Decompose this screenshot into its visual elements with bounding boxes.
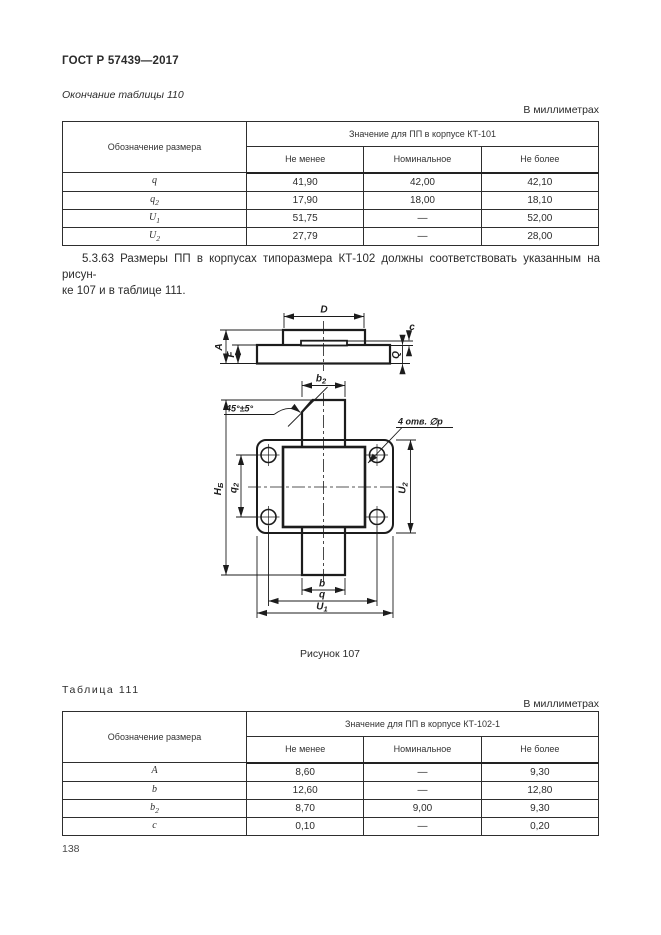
table-continuation-note: Окончание таблицы 110 bbox=[62, 89, 184, 101]
dim-A bbox=[214, 330, 226, 364]
table-header-row bbox=[63, 122, 599, 147]
table-header-row bbox=[63, 712, 599, 737]
paragraph-line: 5.3.63 Размеры ПП в корпусах типоразмера КТ-102 должны соответствовать указанным на рисун- bbox=[62, 253, 600, 281]
cell-min: 8,70 bbox=[247, 799, 364, 817]
table-row bbox=[63, 191, 599, 209]
page-number: 138 bbox=[62, 843, 80, 855]
cell-max: 0,20 bbox=[481, 817, 598, 835]
cell-max: 28,00 bbox=[481, 227, 598, 245]
cell-nominal: — bbox=[364, 763, 481, 782]
dim-q2 bbox=[229, 455, 259, 517]
cell-nominal: 18,00 bbox=[364, 191, 481, 209]
lead-pad-side bbox=[301, 341, 347, 346]
dim-label-A: A bbox=[214, 343, 225, 351]
cell-nominal: 42,00 bbox=[364, 173, 481, 192]
cell-designation: $U_1$ bbox=[63, 209, 247, 227]
dim-label-b2: $b_2$ bbox=[315, 373, 327, 386]
cell-min: 41,90 bbox=[247, 173, 364, 192]
dim-c bbox=[409, 322, 415, 354]
table-row bbox=[63, 227, 599, 245]
cell-designation: $b_2$ bbox=[63, 799, 247, 817]
holes-label: 4 отв. ∅p bbox=[398, 416, 443, 427]
col-header-value: Значение для ПП в корпусе КТ-101 bbox=[247, 122, 599, 147]
leader-line bbox=[368, 428, 402, 464]
cell-designation: b bbox=[63, 781, 247, 799]
cell-nominal: — bbox=[364, 817, 481, 835]
cell-nominal: — bbox=[364, 227, 481, 245]
cell-nominal: — bbox=[364, 781, 481, 799]
col-header-nominal: Номинальное bbox=[364, 147, 481, 173]
table-kt102 bbox=[62, 711, 599, 836]
col-header-nominal: Номинальное bbox=[364, 737, 481, 763]
chamfer-angle bbox=[224, 387, 328, 427]
cell-nominal: 9,00 bbox=[364, 799, 481, 817]
col-header-min: Не менее bbox=[247, 147, 364, 173]
cell-min: 17,90 bbox=[247, 191, 364, 209]
dim-label-U2: $U_2$ bbox=[397, 482, 410, 494]
cell-max: 52,00 bbox=[481, 209, 598, 227]
figure-107-drawing bbox=[180, 295, 465, 625]
cell-max: 42,10 bbox=[481, 173, 598, 192]
col-header-designation: Обозначение размера bbox=[63, 712, 247, 763]
col-header-min: Не менее bbox=[247, 737, 364, 763]
table-row bbox=[63, 817, 599, 835]
col-header-max: Не более bbox=[481, 147, 598, 173]
angle-arc bbox=[274, 408, 301, 414]
dim-label-c: c bbox=[409, 322, 415, 333]
body-paragraph bbox=[62, 251, 600, 299]
cell-designation: A bbox=[63, 763, 247, 782]
col-header-designation: Обозначение размера bbox=[63, 122, 247, 173]
chamfer-reference-line bbox=[288, 387, 328, 427]
table-row bbox=[63, 763, 599, 782]
table-row bbox=[63, 781, 599, 799]
angle-label: 45°±5° bbox=[226, 403, 254, 414]
col-header-max: Не более bbox=[481, 737, 598, 763]
dim-U1 bbox=[257, 536, 393, 618]
dim-F bbox=[226, 345, 238, 364]
cell-max: 9,30 bbox=[481, 799, 598, 817]
cell-min: 8,60 bbox=[247, 763, 364, 782]
dim-label-q2: $q_2$ bbox=[228, 482, 241, 494]
cell-nominal: — bbox=[364, 209, 481, 227]
cell-designation: q bbox=[63, 173, 247, 192]
cell-min: 12,60 bbox=[247, 781, 364, 799]
cell-min: 0,10 bbox=[247, 817, 364, 835]
dim-label-D: D bbox=[320, 304, 328, 316]
dim-label-HB: $H_Б$ bbox=[213, 482, 225, 496]
table-row bbox=[63, 209, 599, 227]
units-label-2: В миллиметрах bbox=[523, 698, 599, 710]
table-row bbox=[63, 799, 599, 817]
cell-max: 9,30 bbox=[481, 763, 598, 782]
dim-label-b: b bbox=[318, 578, 326, 590]
dim-label-U1: $U_1$ bbox=[316, 601, 328, 614]
doc-number: ГОСТ Р 57439—2017 bbox=[62, 55, 179, 67]
mounting-holes bbox=[258, 444, 389, 528]
side-view bbox=[214, 305, 415, 372]
dim-label-F: F bbox=[226, 351, 237, 358]
figure-caption: Рисунок 107 bbox=[299, 648, 361, 660]
dim-Q bbox=[391, 338, 403, 372]
dim-U2 bbox=[396, 440, 416, 533]
table-row bbox=[63, 173, 599, 192]
col-header-value: Значение для ПП в корпусе КТ-102-1 bbox=[247, 712, 599, 737]
dim-label-Q: Q bbox=[391, 351, 402, 359]
table-kt101 bbox=[62, 121, 599, 246]
cell-designation: $U_2$ bbox=[63, 227, 247, 245]
paragraph-line: ке 107 и в таблице 111. bbox=[62, 285, 186, 297]
cell-designation: c bbox=[63, 817, 247, 835]
cell-min: 51,75 bbox=[247, 209, 364, 227]
dim-label-q: q bbox=[318, 589, 326, 601]
cell-max: 12,80 bbox=[481, 781, 598, 799]
hole-crosshairs bbox=[258, 444, 389, 528]
units-label-1: В миллиметрах bbox=[523, 104, 599, 116]
front-view bbox=[213, 374, 453, 619]
cell-designation: $q_2$ bbox=[63, 191, 247, 209]
cell-max: 18,10 bbox=[481, 191, 598, 209]
dim-D bbox=[284, 305, 364, 329]
table-111-label: Таблица 111 bbox=[62, 684, 140, 696]
cell-min: 27,79 bbox=[247, 227, 364, 245]
dim-q bbox=[269, 526, 378, 606]
